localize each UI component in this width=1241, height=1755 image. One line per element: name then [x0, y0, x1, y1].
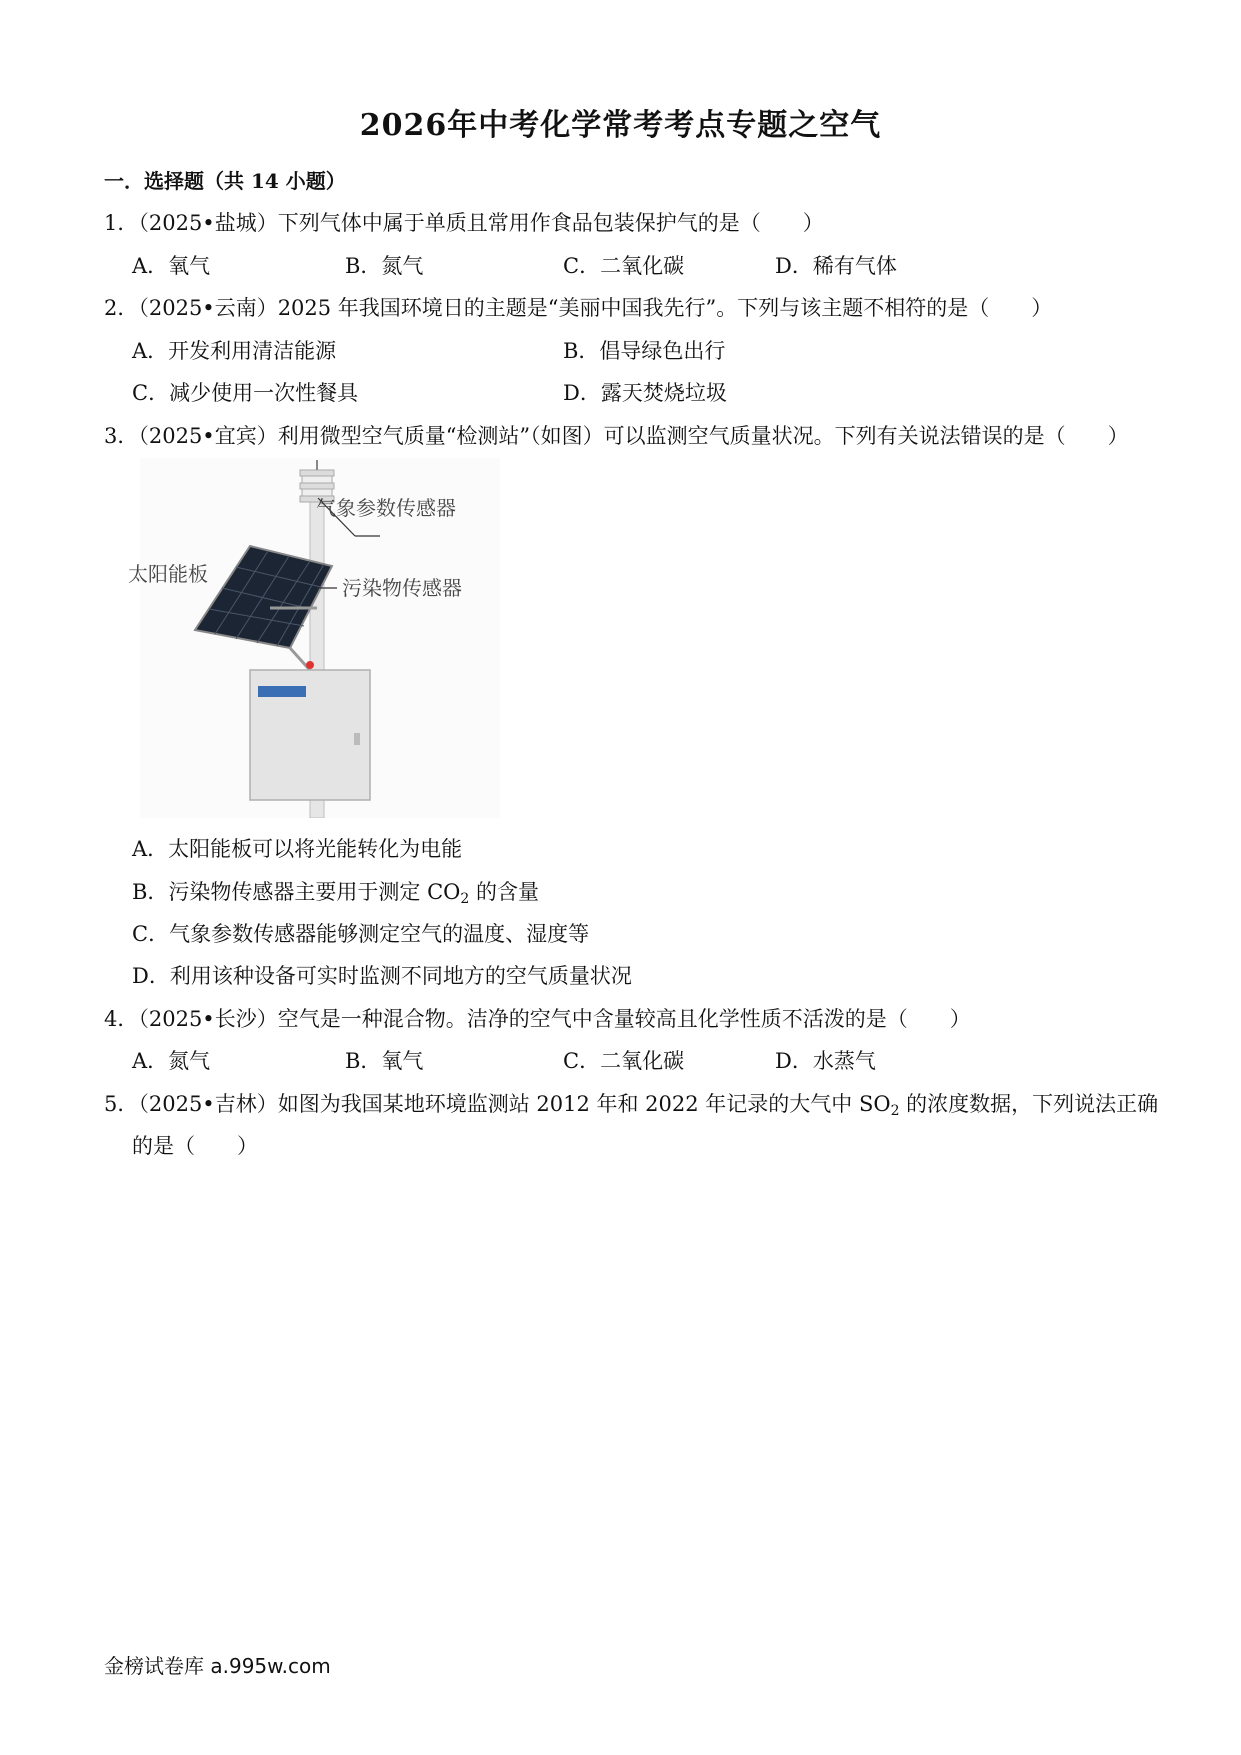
question-5-subscript: 2: [890, 1103, 900, 1119]
q2-option-c: C．减少使用一次性餐具: [132, 381, 359, 405]
figure-label-solar-panel: 太阳能板: [128, 562, 208, 586]
question-5-stem: [104, 1088, 1158, 1119]
question-5-stem-pre: 5．（2025•吉林）如图为我国某地环境监测站 2012 年和 2022 年记录的大气中 SO: [104, 1092, 891, 1116]
q3-option-c: C．气象参数传感器能够测定空气的温度、湿度等: [132, 922, 590, 946]
footer-watermark: 金榜试卷库 a.995w.com: [104, 1654, 331, 1678]
q2-option-d: D．露天焚烧垃圾: [563, 381, 727, 405]
q4-option-a: A．氮气: [132, 1049, 211, 1073]
q3-option-b-text: B．污染物传感器主要用于测定 CO: [132, 880, 461, 904]
q1-option-b: B．氮气: [345, 254, 424, 278]
q1-option-a: A．氧气: [132, 254, 211, 278]
question-5-stem-post: 的浓度数据，下列说法正确: [899, 1092, 1159, 1116]
question-2-stem: 2．（2025•云南）2025 年我国环境日的主题是“美丽中国我先行”。下列与该主题不相符的是（ ）: [104, 296, 1053, 320]
q4-option-c: C．二氧化碳: [563, 1049, 685, 1073]
page-title: 2026年中考化学常考考点专题之空气: [359, 108, 882, 143]
q1-option-c: C．二氧化碳: [563, 254, 685, 278]
question-5-stem-line2: 的是（ ）: [132, 1134, 258, 1158]
q4-option-b: B．氧气: [345, 1049, 424, 1073]
q3-option-d: D．利用该种设备可实时监测不同地方的空气质量状况: [132, 964, 632, 988]
q1-option-d: D．稀有气体: [775, 254, 897, 278]
q2-option-a: A．开发利用清洁能源: [132, 339, 337, 363]
q3-option-b-subscript: 2: [460, 891, 470, 907]
question-1-stem: 1．（2025•盐城）下列气体中属于单质且常用作食品包装保护气的是（ ）: [104, 211, 824, 235]
figure-label-weather-sensor: 气象参数传感器: [316, 496, 456, 520]
air-monitor-station-figure: [128, 458, 500, 818]
question-4-stem: 4．（2025•长沙）空气是一种混合物。洁净的空气中含量较高且化学性质不活泼的是（ ）: [104, 1007, 971, 1031]
q3-option-b: [132, 876, 539, 907]
q3-option-b-tail: 的含量: [469, 880, 539, 904]
q2-option-b: B．倡导绿色出行: [563, 339, 726, 363]
q4-option-d: D．水蒸气: [775, 1049, 876, 1073]
figure-label-pollutant-sensor: 污染物传感器: [342, 576, 462, 600]
section-heading: 一．选择题（共 14 小题）: [104, 169, 346, 193]
q3-option-a: A．太阳能板可以将光能转化为电能: [132, 837, 463, 861]
question-3-stem: 3．（2025•宜宾）利用微型空气质量“检测站”（如图）可以监测空气质量状况。下列有关说法错误的是（ ）: [104, 424, 1129, 448]
